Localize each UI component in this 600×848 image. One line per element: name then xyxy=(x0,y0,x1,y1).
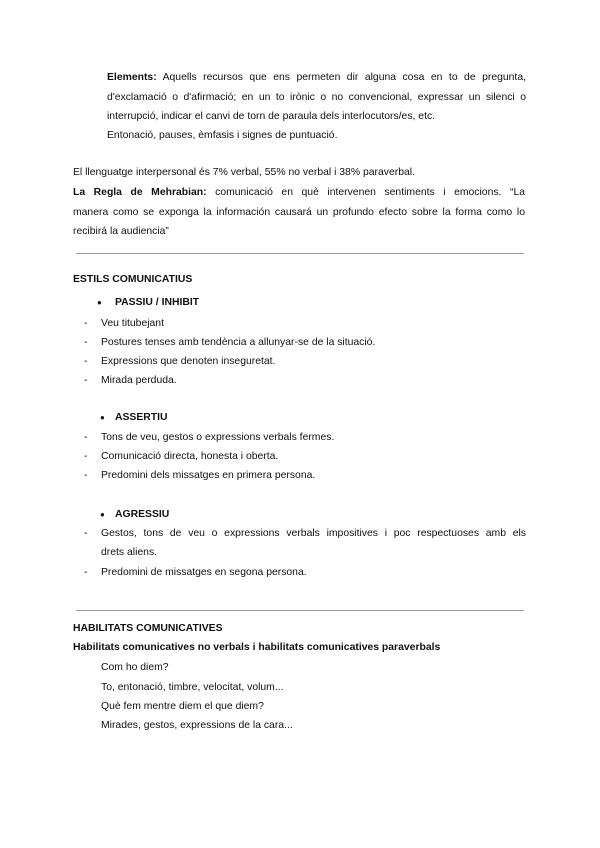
agressiu-heading: AGRESSIU xyxy=(115,509,170,520)
list-item-continuation: drets aliens. xyxy=(101,547,158,558)
passiu-heading: PASSIU / INHIBIT xyxy=(115,297,200,308)
mehrabian-term: La Regla de Mehrabian: xyxy=(73,187,207,198)
list-item: Predomini dels missatges en primera persona. xyxy=(101,470,316,481)
habilitats-title: HABILITATS COMUNICATIVES xyxy=(73,623,223,634)
assertiu-heading: ASSERTIU xyxy=(115,412,168,423)
habilitats-subtitle: Habilitats comunicatives no verbals i habilitats comunicatives paraverbals xyxy=(73,642,441,653)
list-item: Gestos, tons de veu o expressions verbals impositives i poc respectuoses amb els xyxy=(101,528,526,539)
mehrabian-text: comunicació en què intervenen sentiments i emocions. “La xyxy=(215,187,525,198)
interpersonal-percentages: El llenguatge interpersonal és 7% verbal, 55% no verbal i 38% paraverbal. xyxy=(73,167,415,178)
dash-marker: - xyxy=(84,451,88,462)
bullet-icon: ● xyxy=(100,510,105,519)
habilitats-line: Mirades, gestos, expressions de la cara... xyxy=(101,720,293,731)
list-item: Predomini de missatges en segona persona. xyxy=(101,567,307,578)
dash-marker: - xyxy=(84,337,88,348)
bullet-icon: ● xyxy=(100,413,105,422)
list-item: Mirada perduda. xyxy=(101,375,177,386)
dash-marker: - xyxy=(84,318,88,329)
dash-marker: - xyxy=(84,528,88,539)
elements-line-3: interrupció, indicar el canvi de torn de paraula dels interlocutors/es, etc. xyxy=(107,111,436,122)
section-divider xyxy=(76,610,524,611)
elements-line-4: Entonació, pauses, èmfasis i signes de puntuació. xyxy=(107,130,338,141)
mehrabian-line-1 xyxy=(73,186,525,200)
mehrabian-line-3: recibirá la audiencia” xyxy=(73,226,169,237)
dash-marker: - xyxy=(84,470,88,481)
elements-text: Aquells recursos que ens permeten dir alguna cosa en to de pregunta, xyxy=(162,72,526,83)
list-item: Veu titubejant xyxy=(101,318,164,329)
elements-term: Elements: xyxy=(107,72,157,83)
dash-marker: - xyxy=(84,567,88,578)
mehrabian-line-2: manera como se exponga la información causará un profundo efecto sobre la forma como lo xyxy=(73,207,525,218)
habilitats-line: Què fem mentre diem el que diem? xyxy=(101,701,264,712)
section-divider xyxy=(76,253,524,254)
list-item: Tons de veu, gestos o expressions verbals fermes. xyxy=(101,432,335,443)
elements-line-1 xyxy=(107,71,526,85)
estils-title: ESTILS COMUNICATIUS xyxy=(73,274,193,285)
list-item: Expressions que denoten inseguretat. xyxy=(101,356,276,367)
dash-marker: - xyxy=(84,432,88,443)
dash-marker: - xyxy=(84,356,88,367)
bullet-icon: ● xyxy=(97,298,102,307)
habilitats-line: To, entonació, timbre, velocitat, volum... xyxy=(101,682,284,693)
habilitats-line: Com ho diem? xyxy=(101,662,169,673)
elements-line-2: d'exclamació o d'afirmació; en un to irònic o no convencional, expressar un silenci o xyxy=(107,92,526,103)
dash-marker: - xyxy=(84,375,88,386)
list-item: Comunicació directa, honesta i oberta. xyxy=(101,451,279,462)
list-item: Postures tenses amb tendència a allunyar-se de la situació. xyxy=(101,337,376,348)
